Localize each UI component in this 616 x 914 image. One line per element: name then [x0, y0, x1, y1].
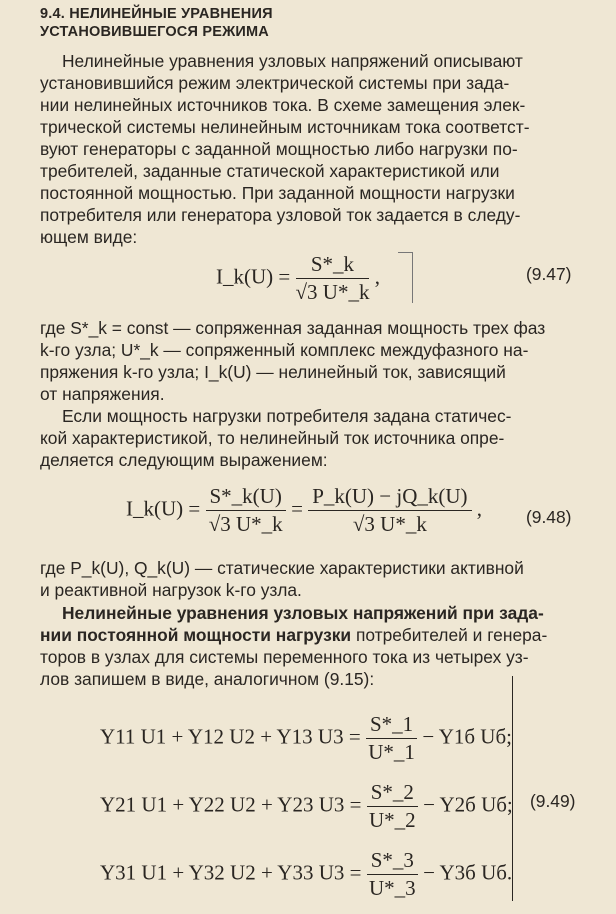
para1-line: трической системы нелинейным источникам тока соответст- [40, 117, 530, 137]
equation-row [100, 780, 513, 833]
eq949-tail: − Y1б Uб; [422, 724, 512, 749]
eq948-fraction-2 [308, 484, 471, 537]
para1-line: постоянной мощностью. При заданной мощности нагрузки [40, 183, 515, 203]
margin-mark [398, 252, 413, 303]
eq948-tail: , [476, 496, 483, 521]
equation-9-47 [216, 252, 380, 305]
para5-line [62, 603, 544, 624]
para5-bold: Нелинейные уравнения узловых напряжений при зада- [62, 603, 544, 623]
para1-line: установившийся режим электрической системы при зада- [40, 73, 510, 93]
eq949-lhs: Y31 U1 + Y32 U2 + Y33 U3 = [100, 860, 362, 885]
eq949-numerator: S*_3 [367, 848, 418, 875]
para4-line: где P_k(U), Q_k(U) — статические характеристики активной [40, 558, 524, 578]
eq949-lhs: Y11 U1 + Y12 U2 + Y13 U3 = [100, 724, 361, 749]
section-heading-line2: УСТАНОВИВШЕГОСЯ РЕЖИМА [40, 24, 269, 40]
eq949-denominator: U*_2 [368, 808, 416, 832]
para2-line: k-го узла; U*_k — сопряженный комплекс междуфазного на- [40, 340, 529, 360]
eq948-fraction-1 [206, 484, 286, 537]
para3-line: Если мощность нагрузки потребителя задана статичес- [62, 406, 512, 426]
para4-line: и реактивной нагрузок k-го узла. [40, 580, 302, 600]
system-bracket [512, 676, 513, 901]
para5-text: лов запишем в виде, аналогичном (9.15): [40, 669, 375, 689]
eq947-fraction [296, 252, 370, 305]
equation-label-9-49: (9.49) [530, 791, 576, 811]
para5-text: потребителей и генера- [351, 625, 548, 645]
equation-row [100, 712, 512, 765]
equation-9-48 [126, 484, 482, 537]
equation-label-9-47: (9.47) [526, 264, 572, 284]
section-heading-line1: 9.4. НЕЛИНЕЙНЫЕ УРАВНЕНИЯ [40, 6, 273, 22]
eq948-denominator-1: √3 U*_k [208, 512, 283, 536]
para5-text: торов в узлах для системы переменного тока из четырех уз- [40, 647, 529, 667]
equation-label-9-48: (9.48) [526, 507, 572, 527]
para2-line: пряжения k-го узла; I_k(U) — нелинейный ток, зависящий [40, 362, 506, 382]
para5-line [40, 625, 547, 646]
para3-line: деляется следующим выражением: [40, 450, 328, 470]
eq949-denominator: U*_3 [368, 876, 416, 900]
eq949-numerator: S*_2 [367, 780, 418, 807]
para1-line: ющем виде: [40, 227, 138, 247]
para2-line: от напряжения. [40, 384, 165, 404]
eq949-fraction [367, 780, 418, 833]
eq948-lhs: I_k(U) = [126, 496, 201, 521]
para1-line: вуют генераторы с заданной мощностью либо нагрузки по- [40, 139, 518, 159]
para2-line: где S*_k = const — сопряженная заданная мощность трех фаз [40, 318, 546, 338]
para1-line: требителей, заданные статической характеристикой или [40, 161, 500, 181]
eq949-numerator: S*_1 [366, 712, 417, 739]
para1-line: Нелинейные уравнения узловых напряжений описывают [62, 51, 523, 71]
eq948-equals: = [291, 496, 303, 521]
para5-line [40, 647, 529, 668]
eq949-lhs: Y21 U1 + Y22 U2 + Y23 U3 = [100, 792, 362, 817]
eq947-denominator: √3 U*_k [295, 280, 370, 304]
eq947-tail: , [374, 264, 380, 289]
para3-line: кой характеристикой, то нелинейный ток источника опре- [40, 428, 505, 448]
eq948-numerator-2: P_k(U) − jQ_k(U) [308, 484, 471, 511]
eq948-numerator-1: S*_k(U) [206, 484, 286, 511]
eq949-fraction [367, 848, 418, 901]
para1-line: потребителя или генератора узловой ток задается в следу- [40, 205, 521, 225]
para5-bold: нии постоянной мощности нагрузки [40, 625, 352, 645]
para1-line: нии нелинейных источников тока. В схеме замещения элек- [40, 95, 526, 115]
equation-row [100, 848, 512, 901]
eq948-denominator-2: √3 U*_k [352, 512, 427, 536]
eq947-lhs: I_k(U) = [216, 264, 291, 289]
eq949-tail: − Y2б Uб; [423, 792, 513, 817]
eq949-tail: − Y3б Uб. [423, 860, 513, 885]
eq949-fraction [366, 712, 417, 765]
para5-line [40, 669, 374, 690]
eq947-numerator: S*_k [296, 252, 370, 279]
eq949-denominator: U*_1 [368, 740, 415, 764]
